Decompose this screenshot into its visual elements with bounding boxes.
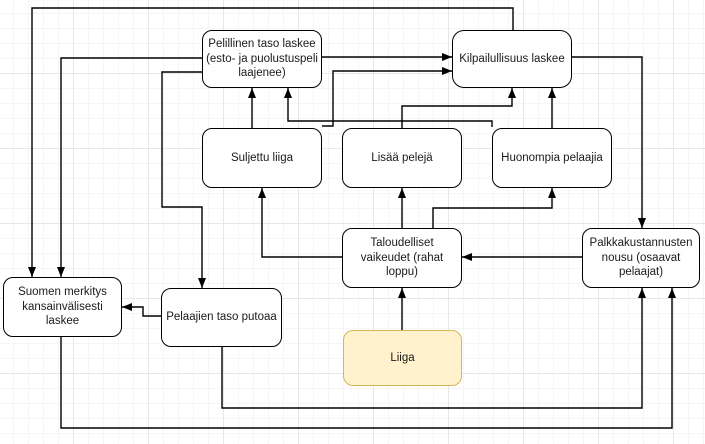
node-label: Suljettu liiga xyxy=(230,151,293,164)
node-liiga[interactable] xyxy=(343,330,462,386)
edge-pelaajien-suomen[interactable] xyxy=(122,307,161,316)
edge-pelillinen-suomen[interactable] xyxy=(61,58,202,277)
node-label: Palkkakustannusten nousu (osaavat pelaajat) xyxy=(589,237,693,279)
node-label: Pelaajien taso putoaa xyxy=(166,311,277,324)
edge-lisaa-kilpailullisuus[interactable] xyxy=(402,88,512,128)
node-taloudelliset-vaikeudet[interactable] xyxy=(342,228,462,288)
node-kilpailullisuus-laskee[interactable] xyxy=(452,30,572,88)
node-label: Lisää pelejä xyxy=(371,151,433,164)
node-palkkakustannusten-nousu[interactable] xyxy=(582,228,700,288)
node-label: Taloudelliset vaikeudet (rahat loppu) xyxy=(360,237,444,279)
node-label: Pelillinen taso laskee (esto- ja puolustuspeli laajenee) xyxy=(206,38,318,80)
node-suomen-merkitys-laskee[interactable] xyxy=(3,277,122,337)
node-pelillinen-taso-laskee[interactable] xyxy=(202,30,322,88)
edge-pelillinen-pelaajien[interactable] xyxy=(162,72,202,288)
edge-huonompia-pelillinen[interactable] xyxy=(288,88,492,127)
edge-taloudelliset-suljettu[interactable] xyxy=(262,188,342,257)
node-label: Kilpailullisuus laskee xyxy=(459,52,565,65)
node-lisaa-peleja[interactable] xyxy=(342,128,462,188)
edge-suljettu-kilpailullisuus[interactable] xyxy=(322,71,452,126)
node-label: Suomen merkitys kansainvälisesti laskee xyxy=(18,286,107,328)
node-pelaajien-taso-putoaa[interactable] xyxy=(161,288,282,347)
node-huonompia-pelaajia[interactable] xyxy=(492,128,612,188)
edge-taloudelliset-huonompia[interactable] xyxy=(433,188,552,228)
node-label: Liiga xyxy=(390,351,415,364)
node-label: Huonompia pelaajia xyxy=(501,151,603,164)
node-suljettu-liiga[interactable] xyxy=(202,128,322,188)
